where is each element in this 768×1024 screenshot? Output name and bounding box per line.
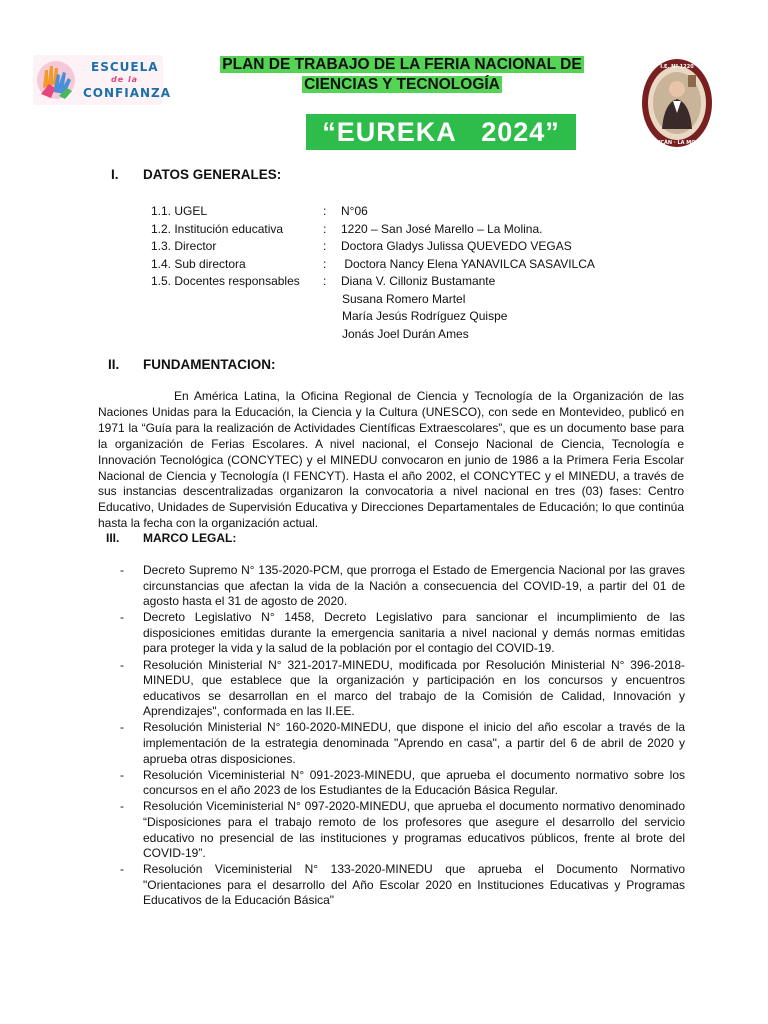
marco-legal-list [120,563,685,910]
escuela-confianza-logo [33,55,172,105]
datos-colon: : [323,274,327,288]
svg-text:I.E. Nº 1220: I.E. Nº 1220 [660,64,694,70]
legal-item-text: Resolución Viceministerial N° 133-2020-MINEDU que aprueba el Documento Normativo "Orientaciones para el desarrollo del Año Escolar 2020 en Instituciones Educativas y Programas Educativos de la Educación Básica" [143,862,685,908]
legal-item-text: Resolución Viceministerial N° 097-2020-MINEDU, que aprueba el documento normativo denominado “Disposiciones para el trabajo remoto de los profesores que asegure el desarrollo del servicio educativo no presencial de las instituciones y programas educativos públicos, frente al brote del COVID-19”. [143,799,685,861]
list-item [120,768,685,799]
datos-value: Diana V. Cilloniz Bustamante [341,274,496,288]
legal-item-text: Resolución Ministerial N° 321-2017-MINEDU, modificada por Resolución Ministerial N° 396-2018-MINEDU, que establece que la organización y participación en los concursos y encuentros educativos se desarrollan en el marco del trabajo de la Comisión de Calidad, Innovación y Aprendizajes", conformada en las II.EE. [143,657,685,719]
fundamentacion-paragraph: En América Latina, la Oficina Regional de Ciencia y Tecnología de la Organización de las Naciones Unidas para la Educación, la Ciencia y la Cultura (UNESCO), con sede en Montevideo, publicó en 1971 la “Guía para la realización de Actividades Científicas Extraescolares”, que es un documento base para la organización de Ferias Escolares. A nivel nacional, el Consejo Nacional de Ciencia, Tecnología e Innovación Tecnológica (CONCYTEC) y el MINEDU convocaron en junio de 1986 a la Primera Feria Escolar Nacional de Ciencia y Tecnología (I FENCYT). Hasta el año 2002, el CONCYTEC y el MINEDU, a través de sus instancias descentralizadas organizaron la convocatoria a nivel nacional en tres (03) fases: Centro Educativo, Unidades de Supervisión Educativa y Direcciones Departamentales de Educación; lo que continúa hasta la fecha con la organización actual. [98,389,684,531]
datos-row [151,256,595,274]
datos-value: 1220 – San José Marello – La Molina. [341,221,543,236]
bullet-dash: - [120,862,124,877]
list-item [120,610,685,657]
title-line-2: CIENCIAS Y TECNOLOGÍA [304,76,500,93]
list-item [120,862,685,909]
datos-colon: : [323,221,327,236]
section-2-number: II. [108,357,120,372]
section-3-number: III. [106,531,120,545]
section-3-heading [106,531,406,547]
section-2-title: FUNDAMENTACION: [143,357,276,372]
bullet-dash: - [120,767,124,782]
logo-text-de-la: de la [111,75,139,84]
logo-text-confianza: CONFIANZA [83,86,172,100]
list-item [120,563,685,610]
datos-value: Doctora Nancy Elena YANAVILCA SASAVILCA [341,256,595,271]
docente-name: Susana Romero Martel [342,291,466,306]
logo-text-escuela: ESCUELA [91,60,159,74]
legal-item-text: Decreto Legislativo N° 1458, Decreto Legislativo para sancionar el incumplimiento de las disposiciones emitidas durante la emergencia sanitaria a nivel nacional y demás normas emitidas para proteger la vida y la salud de la población por el contagio del COVID-19. [143,610,685,656]
eureka-banner: “EUREKA 2024” [306,114,576,150]
bullet-dash: - [120,563,124,577]
legal-item-text: Decreto Supremo N° 135-2020-PCM, que prorroga el Estado de Emergencia Nacional por las graves circunstancias que afectan la vida de la Nación a consecuencia del COVID-19, a partir del 01 de agosto hasta el 31 de agosto de 2020. [143,563,685,609]
datos-row [151,273,507,291]
datos-label: 1.3. Director [151,239,217,253]
datos-colon: : [323,239,327,253]
bullet-dash: - [120,610,124,625]
section-1-number: I. [111,167,119,182]
docente-name: Jonás Joel Durán Ames [342,326,469,341]
list-item [120,799,685,861]
section-1-heading [111,167,411,185]
datos-label: 1.4. Sub directora [151,256,246,271]
title-line-1: PLAN DE TRABAJO DE LA FERIA NACIONAL DE [222,56,582,73]
datos-row [151,203,507,221]
datos-row [151,221,543,239]
datos-colon: : [323,204,327,218]
datos-row [151,238,572,256]
datos-generales-list [151,203,595,343]
bullet-dash: - [120,657,124,672]
hands-logo-icon [35,58,77,102]
school-seal-icon [640,55,714,155]
svg-text:HUAYCÁN · LA MOLINA: HUAYCÁN · LA MOLINA [645,140,709,146]
bullet-dash: - [120,799,124,814]
bullet-dash: - [120,720,124,735]
section-1-title: DATOS GENERALES: [143,167,282,182]
datos-label: 1.2. Institución educativa [151,221,284,236]
datos-colon: : [323,256,327,271]
datos-label: 1.1. UGEL [151,204,208,218]
datos-value: Doctora Gladys Julissa QUEVEDO VEGAS [341,239,572,253]
section-3-title: MARCO LEGAL: [143,531,237,545]
legal-item-text: Resolución Ministerial N° 160-2020-MINEDU, que dispone el inicio del año escolar a través de la implementación de la estrategia denominada "Aprendo en casa", a partir del 6 de abril de 2020 y aprueba otras disposiciones. [143,720,685,766]
datos-label: 1.5. Docentes responsables [151,274,300,288]
section-2-heading [108,357,408,375]
docente-name: María Jesús Rodríguez Quispe [342,309,508,323]
document-title [178,55,626,95]
legal-item-text: Resolución Viceministerial N° 091-2023-MINEDU, que aprueba el documento normativo sobre los concursos en el año 2023 de los Estudiantes de la Educación Básica Regular. [143,767,685,798]
datos-value: N°06 [341,204,368,218]
list-item [120,720,685,767]
list-item [120,658,685,720]
